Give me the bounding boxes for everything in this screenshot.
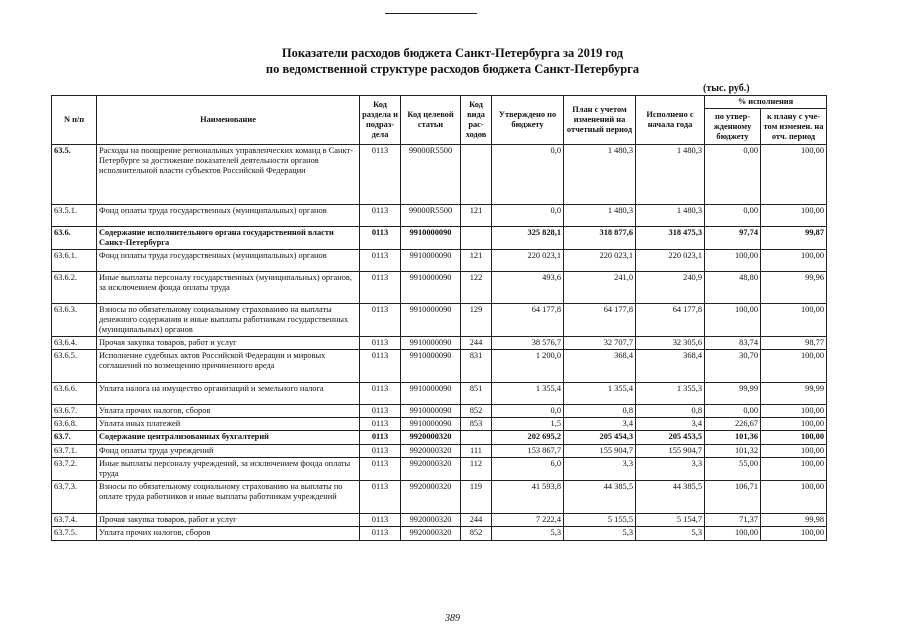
cell-target-code: 9920000320 xyxy=(401,527,461,541)
cell-pct-plan: 100,00 xyxy=(761,527,827,541)
cell-target-code: 9910000090 xyxy=(401,350,461,383)
cell-type-code: 831 xyxy=(461,350,492,383)
header-pct-group: % исполнения xyxy=(705,96,827,109)
cell-approved: 0,0 xyxy=(492,145,564,205)
cell-section-code: 0113 xyxy=(360,337,401,350)
cell-num: 63.6. xyxy=(52,227,97,250)
header-approved: Утверждено по бюджету xyxy=(492,96,564,145)
cell-target-code: 9910000090 xyxy=(401,383,461,405)
cell-num: 63.5.1. xyxy=(52,205,97,227)
cell-name: Уплата иных платежей xyxy=(97,418,360,431)
cell-pct-approved: 0,00 xyxy=(705,145,761,205)
cell-approved: 1 355,4 xyxy=(492,383,564,405)
cell-num: 63.6.5. xyxy=(52,350,97,383)
cell-num: 63.6.4. xyxy=(52,337,97,350)
cell-approved: 1 200,0 xyxy=(492,350,564,383)
cell-pct-approved: 0,00 xyxy=(705,405,761,418)
cell-type-code xyxy=(461,431,492,445)
cell-plan: 241,0 xyxy=(564,272,636,304)
cell-type-code xyxy=(461,145,492,205)
page-title-line1: Показатели расходов бюджета Санкт-Петербурга за 2019 год xyxy=(281,46,624,60)
cell-type-code xyxy=(461,227,492,250)
cell-num: 63.6.3. xyxy=(52,304,97,337)
cell-approved: 1,5 xyxy=(492,418,564,431)
cell-executed: 3,4 xyxy=(636,418,705,431)
cell-num: 63.6.8. xyxy=(52,418,97,431)
cell-pct-approved: 83,74 xyxy=(705,337,761,350)
cell-section-code: 0113 xyxy=(360,350,401,383)
cell-type-code: 852 xyxy=(461,527,492,541)
cell-pct-approved: 226,67 xyxy=(705,418,761,431)
cell-num: 63.7.3. xyxy=(52,481,97,514)
page-number: 389 xyxy=(445,613,460,624)
cell-type-code: 121 xyxy=(461,205,492,227)
table-row xyxy=(52,227,827,250)
cell-num: 63.6.1. xyxy=(52,250,97,272)
cell-plan: 3,4 xyxy=(564,418,636,431)
cell-type-code: 111 xyxy=(461,445,492,458)
cell-target-code: 99000R5500 xyxy=(401,205,461,227)
page-title-line2: по ведомственной структуре расходов бюджета Санкт-Петербурга xyxy=(265,62,640,76)
cell-type-code: 244 xyxy=(461,514,492,527)
header-num: N п/п xyxy=(52,96,97,145)
table-row xyxy=(52,383,827,405)
cell-num: 63.6.6. xyxy=(52,383,97,405)
cell-name: Расходы на поощрение региональных управленческих команд в Санкт-Петербурге за достижение показателей деятельности органов исполнительной власти субъектов Российской Федерации xyxy=(97,145,360,205)
cell-executed: 220 023,1 xyxy=(636,250,705,272)
cell-name: Иные выплаты персоналу государственных (муниципальных) органов, за исключением фонда оплаты труда xyxy=(97,272,360,304)
cell-executed: 64 177,8 xyxy=(636,304,705,337)
cell-section-code: 0113 xyxy=(360,514,401,527)
cell-executed: 1 480,3 xyxy=(636,205,705,227)
table-row xyxy=(52,514,827,527)
table-row xyxy=(52,272,827,304)
cell-num: 63.5. xyxy=(52,145,97,205)
cell-type-code: 129 xyxy=(461,304,492,337)
cell-type-code: 121 xyxy=(461,250,492,272)
cell-plan: 1 355,4 xyxy=(564,383,636,405)
cell-pct-approved: 71,37 xyxy=(705,514,761,527)
cell-target-code: 9920000320 xyxy=(401,481,461,514)
cell-executed: 44 385,5 xyxy=(636,481,705,514)
cell-pct-plan: 100,00 xyxy=(761,350,827,383)
cell-approved: 38 576,7 xyxy=(492,337,564,350)
cell-target-code: 9920000320 xyxy=(401,514,461,527)
table-header xyxy=(52,96,827,145)
cell-approved: 7 222,4 xyxy=(492,514,564,527)
cell-num: 63.7.1. xyxy=(52,445,97,458)
cell-section-code: 0113 xyxy=(360,405,401,418)
cell-approved: 0,0 xyxy=(492,405,564,418)
header-pct-plan: к плану с уче-том изменен. на отч. период xyxy=(761,109,827,145)
cell-type-code: 852 xyxy=(461,405,492,418)
header-target-code: Код целевой статьи xyxy=(401,96,461,145)
cell-num: 63.7.4. xyxy=(52,514,97,527)
cell-pct-approved: 106,71 xyxy=(705,481,761,514)
cell-executed: 318 475,3 xyxy=(636,227,705,250)
table-row xyxy=(52,527,827,541)
cell-section-code: 0113 xyxy=(360,304,401,337)
cell-target-code: 99000R5500 xyxy=(401,145,461,205)
cell-section-code: 0113 xyxy=(360,272,401,304)
cell-type-code: 244 xyxy=(461,337,492,350)
cell-executed: 205 453,5 xyxy=(636,431,705,445)
cell-plan: 1 480,3 xyxy=(564,205,636,227)
header-name: Наименование xyxy=(97,96,360,145)
cell-target-code: 9910000090 xyxy=(401,272,461,304)
cell-pct-plan: 100,00 xyxy=(761,431,827,445)
cell-pct-plan: 98,77 xyxy=(761,337,827,350)
cell-type-code: 122 xyxy=(461,272,492,304)
cell-approved: 41 593,8 xyxy=(492,481,564,514)
cell-type-code: 112 xyxy=(461,458,492,481)
table-row xyxy=(52,431,827,445)
cell-executed: 32 305,6 xyxy=(636,337,705,350)
cell-executed: 5 154,7 xyxy=(636,514,705,527)
cell-target-code: 9910000090 xyxy=(401,227,461,250)
cell-type-code: 853 xyxy=(461,418,492,431)
cell-pct-plan: 99,87 xyxy=(761,227,827,250)
cell-section-code: 0113 xyxy=(360,205,401,227)
cell-executed: 5,3 xyxy=(636,527,705,541)
cell-section-code: 0113 xyxy=(360,145,401,205)
cell-pct-approved: 101,32 xyxy=(705,445,761,458)
cell-pct-plan: 100,00 xyxy=(761,418,827,431)
cell-plan: 5 155,5 xyxy=(564,514,636,527)
cell-executed: 368,4 xyxy=(636,350,705,383)
cell-target-code: 9910000090 xyxy=(401,304,461,337)
header-section-code: Код раздела и подраз-дела xyxy=(360,96,401,145)
cell-pct-approved: 101,36 xyxy=(705,431,761,445)
cell-name: Содержание централизованных бухгалтерий xyxy=(97,431,360,445)
cell-section-code: 0113 xyxy=(360,418,401,431)
table-row xyxy=(52,418,827,431)
table-row xyxy=(52,350,827,383)
cell-pct-plan: 100,00 xyxy=(761,445,827,458)
cell-pct-plan: 100,00 xyxy=(761,205,827,227)
cell-section-code: 0113 xyxy=(360,527,401,541)
cell-name: Иные выплаты персоналу учреждений, за исключением фонда оплаты труда xyxy=(97,458,360,481)
cell-executed: 0,8 xyxy=(636,405,705,418)
cell-approved: 202 695,2 xyxy=(492,431,564,445)
cell-plan: 318 877,6 xyxy=(564,227,636,250)
cell-pct-approved: 48,80 xyxy=(705,272,761,304)
cell-pct-approved: 55,00 xyxy=(705,458,761,481)
cell-plan: 44 385,5 xyxy=(564,481,636,514)
cell-pct-approved: 99,99 xyxy=(705,383,761,405)
cell-section-code: 0113 xyxy=(360,250,401,272)
cell-name: Содержание исполнительного органа государственной власти Санкт-Петербурга xyxy=(97,227,360,250)
cell-name: Прочая закупка товаров, работ и услуг xyxy=(97,514,360,527)
cell-pct-plan: 99,99 xyxy=(761,383,827,405)
cell-section-code: 0113 xyxy=(360,481,401,514)
header-executed: Исполнено с начала года xyxy=(636,96,705,145)
cell-plan: 1 480,3 xyxy=(564,145,636,205)
cell-approved: 5,3 xyxy=(492,527,564,541)
cell-pct-plan: 100,00 xyxy=(761,405,827,418)
cell-pct-approved: 100,00 xyxy=(705,250,761,272)
cell-num: 63.6.7. xyxy=(52,405,97,418)
units-label: (тыс. руб.) xyxy=(703,83,750,94)
cell-num: 63.7.2. xyxy=(52,458,97,481)
table-row xyxy=(52,481,827,514)
cell-num: 63.7. xyxy=(52,431,97,445)
cell-plan: 155 904,7 xyxy=(564,445,636,458)
cell-target-code: 9920000320 xyxy=(401,431,461,445)
cell-name: Исполнение судебных актов Российской Федерации и мировых соглашений по возмещению причиненного вреда xyxy=(97,350,360,383)
table-row xyxy=(52,145,827,205)
cell-plan: 5,3 xyxy=(564,527,636,541)
cell-target-code: 9910000090 xyxy=(401,405,461,418)
cell-section-code: 0113 xyxy=(360,383,401,405)
top-rule xyxy=(385,13,477,14)
cell-name: Уплата налога на имущество организаций и земельного налога xyxy=(97,383,360,405)
cell-pct-approved: 0,00 xyxy=(705,205,761,227)
cell-approved: 64 177,8 xyxy=(492,304,564,337)
table-row xyxy=(52,445,827,458)
table-row xyxy=(52,405,827,418)
budget-table xyxy=(51,95,827,541)
cell-plan: 32 707,7 xyxy=(564,337,636,350)
cell-pct-plan: 100,00 xyxy=(761,481,827,514)
cell-section-code: 0113 xyxy=(360,458,401,481)
table-body xyxy=(52,145,827,541)
cell-name: Взносы по обязательному социальному страхованию на выплаты денежного содержания и иные выплаты работникам государственных (муниципальных) органов xyxy=(97,304,360,337)
cell-name: Уплата прочих налогов, сборов xyxy=(97,527,360,541)
cell-type-code: 119 xyxy=(461,481,492,514)
cell-pct-plan: 99,98 xyxy=(761,514,827,527)
cell-pct-plan: 99,96 xyxy=(761,272,827,304)
cell-approved: 0,0 xyxy=(492,205,564,227)
cell-section-code: 0113 xyxy=(360,445,401,458)
table-row xyxy=(52,458,827,481)
cell-plan: 64 177,8 xyxy=(564,304,636,337)
cell-target-code: 9910000090 xyxy=(401,337,461,350)
table-row xyxy=(52,205,827,227)
table-row xyxy=(52,337,827,350)
cell-pct-plan: 100,00 xyxy=(761,145,827,205)
cell-num: 63.6.2. xyxy=(52,272,97,304)
cell-pct-approved: 30,70 xyxy=(705,350,761,383)
cell-plan: 3,3 xyxy=(564,458,636,481)
cell-plan: 0,8 xyxy=(564,405,636,418)
cell-target-code: 9910000090 xyxy=(401,418,461,431)
cell-target-code: 9910000090 xyxy=(401,250,461,272)
header-type-code: Код вида рас-ходов xyxy=(461,96,492,145)
cell-executed: 3,3 xyxy=(636,458,705,481)
cell-approved: 493,6 xyxy=(492,272,564,304)
cell-plan: 368,4 xyxy=(564,350,636,383)
cell-plan: 220 023,1 xyxy=(564,250,636,272)
cell-name: Уплата прочих налогов, сборов xyxy=(97,405,360,418)
cell-pct-plan: 100,00 xyxy=(761,250,827,272)
cell-pct-approved: 100,00 xyxy=(705,527,761,541)
cell-name: Взносы по обязательному социальному страхованию на выплаты по оплате труда работников и иные выплаты работникам учреждений xyxy=(97,481,360,514)
cell-name: Прочая закупка товаров, работ и услуг xyxy=(97,337,360,350)
cell-name: Фонд оплаты труда государственных (муниципальных) органов xyxy=(97,250,360,272)
cell-name: Фонд оплаты труда государственных (муниципальных) органов xyxy=(97,205,360,227)
cell-type-code: 851 xyxy=(461,383,492,405)
cell-approved: 325 828,1 xyxy=(492,227,564,250)
cell-pct-approved: 100,00 xyxy=(705,304,761,337)
cell-num: 63.7.5. xyxy=(52,527,97,541)
cell-section-code: 0113 xyxy=(360,431,401,445)
cell-approved: 6,0 xyxy=(492,458,564,481)
cell-executed: 240,9 xyxy=(636,272,705,304)
cell-approved: 220 023,1 xyxy=(492,250,564,272)
header-plan: План с учетом изменений на отчетный период xyxy=(564,96,636,145)
cell-section-code: 0113 xyxy=(360,227,401,250)
cell-name: Фонд оплаты труда учреждений xyxy=(97,445,360,458)
header-pct-approved: по утвер-жденному бюджету xyxy=(705,109,761,145)
cell-approved: 153 867,7 xyxy=(492,445,564,458)
cell-executed: 1 355,3 xyxy=(636,383,705,405)
table-row xyxy=(52,304,827,337)
cell-target-code: 9920000320 xyxy=(401,445,461,458)
cell-executed: 155 904,7 xyxy=(636,445,705,458)
cell-plan: 205 454,3 xyxy=(564,431,636,445)
cell-executed: 1 480,3 xyxy=(636,145,705,205)
cell-pct-plan: 100,00 xyxy=(761,304,827,337)
cell-pct-approved: 97,74 xyxy=(705,227,761,250)
cell-target-code: 9920000320 xyxy=(401,458,461,481)
table-row xyxy=(52,250,827,272)
cell-pct-plan: 100,00 xyxy=(761,458,827,481)
